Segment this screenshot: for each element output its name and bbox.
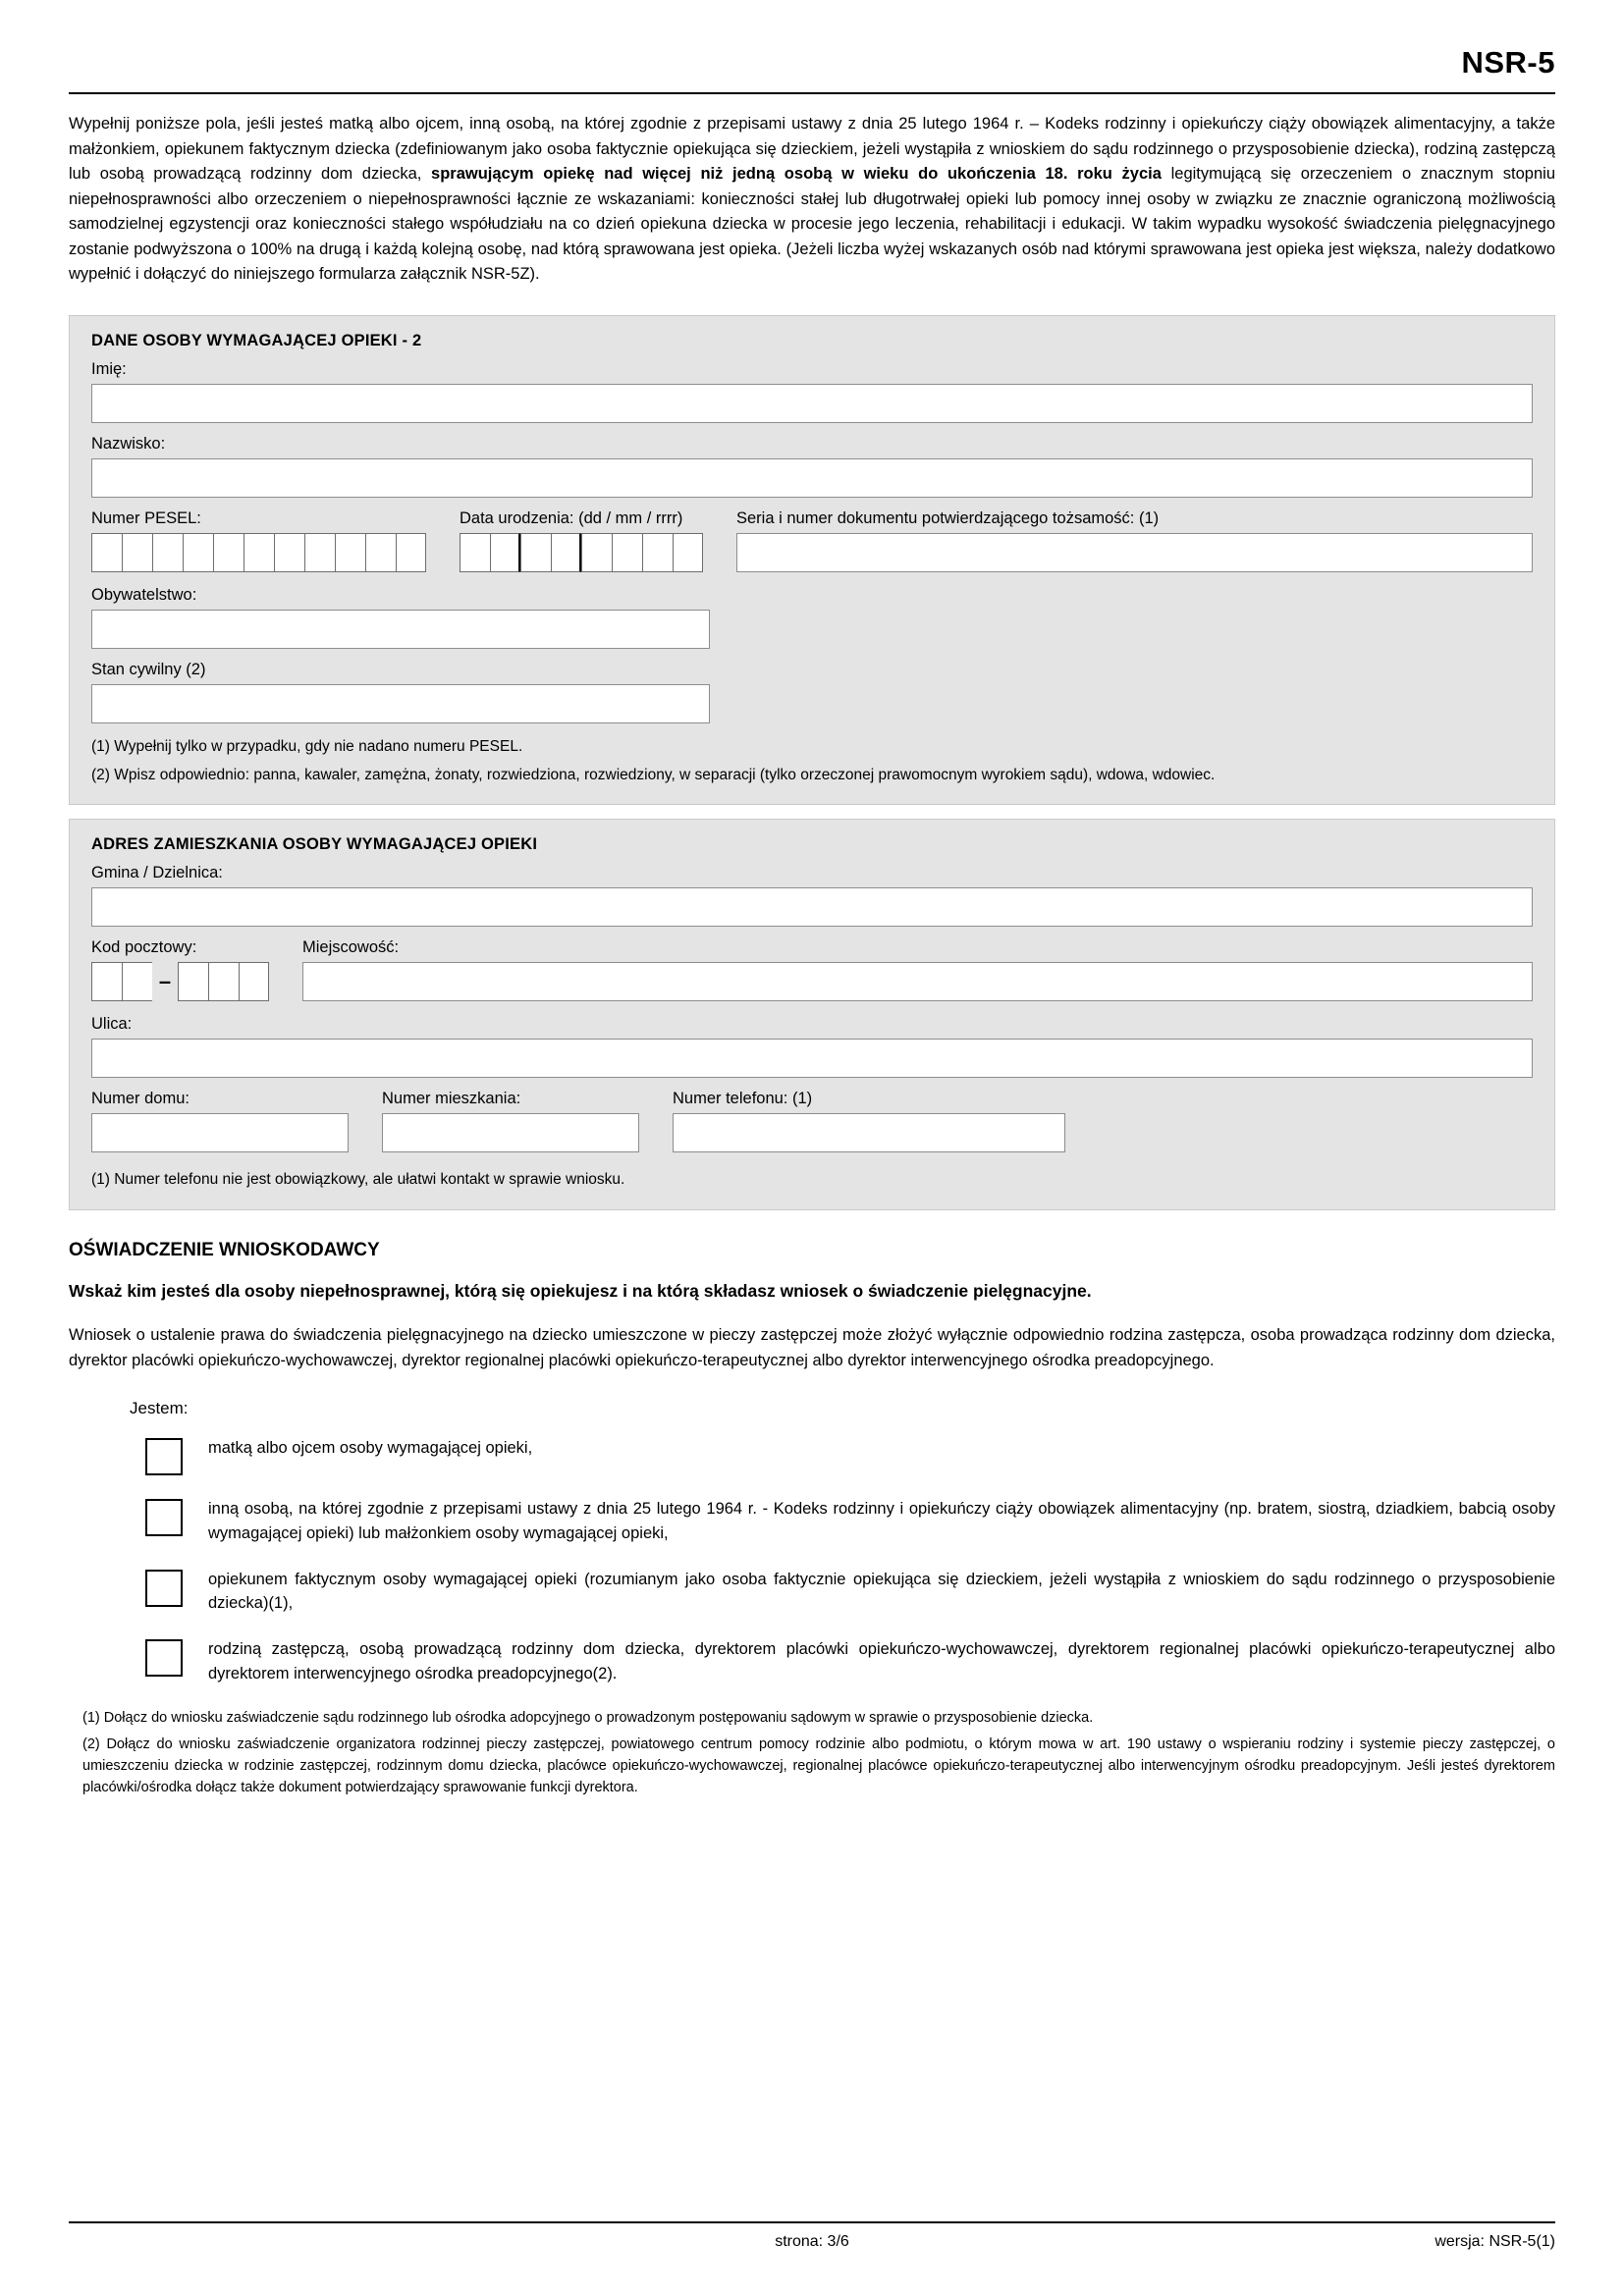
form-code: NSR-5 <box>1461 45 1555 80</box>
label-stan-cywilny: Stan cywilny (2) <box>91 660 206 678</box>
header-divider <box>69 92 1555 94</box>
option-label-4: rodziną zastępczą, osobą prowadzącą rodzinny dom dziecka, dyrektorem placówki opiekuńczo-wychowawczej, dyrektorem regionalnej placówki opiekuńczo-terapeutycznej albo dyrektorem interwencyjnego ośrodka preadopcyjnego(2). <box>208 1640 1555 1682</box>
postcode-box[interactable] <box>178 962 208 1001</box>
label-obywatelstwo: Obywatelstwo: <box>91 585 197 604</box>
footer-left-spacer <box>69 2233 265 2251</box>
intro-bold: sprawującym opiekę nad więcej niż jedną osobą w wieku do ukończenia 18. roku życia <box>431 165 1162 184</box>
option-row-3[interactable] <box>145 1568 1555 1617</box>
label-numer-telefonu: Numer telefonu: (1) <box>673 1090 813 1108</box>
phone-number-group <box>673 1090 1065 1152</box>
input-postcode-boxes[interactable] <box>91 962 269 1001</box>
label-numer-mieszkania: Numer mieszkania: <box>382 1090 521 1108</box>
birthdate-group <box>460 509 703 572</box>
document-group <box>736 509 1533 572</box>
option-row-2[interactable] <box>145 1497 1555 1546</box>
footnote-2: (2) Dołącz do wniosku zaświadczenie organizatora rodzinnej pieczy zastępczej, powiatowego centrum pomocy rodzinie albo podmiotu, o którym mowa w art. 190 ustawy o wspieraniu rodziny i systemie pieczy zastępczej, o umieszczeniu dziecka w rodzinie zastępczej, rodzinnym domu dziecka, placówce opiekuńczo-wychowawczej, regionalnej placówce opiekuńczo-terapeutycznej albo interwencyjnym ośrodku preadopcyjnym. Jeśli jesteś dyrektorem placówki/ośrodka dołącz także dokument potwierdzający sprawowanie funkcji dyrektora. <box>82 1736 1555 1795</box>
input-numer-domu[interactable] <box>91 1113 349 1152</box>
house-number-group <box>91 1090 349 1152</box>
input-numer-mieszkania[interactable] <box>382 1113 639 1152</box>
page-footer <box>69 2221 1555 2251</box>
checkbox-option-1[interactable] <box>145 1438 183 1475</box>
footer-page-number: strona: 3/6 <box>775 2233 849 2250</box>
birthdate-box-dd[interactable] <box>490 533 520 572</box>
pesel-box[interactable] <box>213 533 244 572</box>
input-dokument[interactable] <box>736 533 1533 572</box>
person-note-2: (2) Wpisz odpowiednio: panna, kawaler, zamężna, żonaty, rozwiedziona, rozwiedziony, w separacji (tylko orzeczonej prawomocnym wyrokiem sądu), wdowa, wdowiec. <box>91 767 1216 784</box>
option-row-1[interactable] <box>145 1436 1555 1475</box>
birthdate-box-yyyy[interactable] <box>673 533 703 572</box>
option-row-4[interactable] <box>145 1637 1555 1686</box>
declaration-lead: Wskaż kim jesteś dla osoby niepełnosprawnej, którą się opiekujesz i na którą składasz wniosek o świadczenie pielęgnacyjne. <box>69 1280 1092 1301</box>
footnote-1: (1) Dołącz do wniosku zaświadczenie sądu rodzinnego lub ośrodka adopcyjnego o prowadzonym postępowaniu sądowym w sprawie o przysposobienie dziecka. <box>82 1709 1094 1726</box>
declaration-footnotes <box>82 1708 1555 1799</box>
input-birthdate-boxes[interactable] <box>460 533 703 572</box>
postcode-group <box>91 938 269 1001</box>
postcode-dash: – <box>158 969 172 994</box>
label-pesel: Numer PESEL: <box>91 508 201 527</box>
input-stan-cywilny[interactable] <box>91 684 710 723</box>
input-gmina[interactable] <box>91 887 1533 927</box>
input-miejscowosc[interactable] <box>302 962 1533 1001</box>
footer-version: wersja: NSR-5(1) <box>1435 2233 1555 2250</box>
pesel-box[interactable] <box>335 533 365 572</box>
footer-divider <box>69 2221 1555 2223</box>
person-note-1: (1) Wypełnij tylko w przypadku, gdy nie nadano numeru PESEL. <box>91 737 523 755</box>
checkbox-option-3[interactable] <box>145 1570 183 1607</box>
birthdate-box-yyyy[interactable] <box>612 533 642 572</box>
label-ulica: Ulica: <box>91 1015 133 1034</box>
input-numer-telefonu[interactable] <box>673 1113 1065 1152</box>
pesel-group <box>91 509 426 572</box>
option-label-1: matką albo ojcem osoby wymagającej opieki, <box>208 1439 533 1458</box>
jestem-label: Jestem: <box>130 1399 189 1418</box>
label-dokument: Seria i numer dokumentu potwierdzającego tożsamość: (1) <box>736 508 1160 527</box>
postcode-box[interactable] <box>122 962 152 1001</box>
pesel-box[interactable] <box>304 533 335 572</box>
address-note-1: (1) Numer telefonu nie jest obowiązkowy, ale ułatwi kontakt w sprawie wniosku. <box>91 1171 625 1189</box>
intro-text-2: legitymującą się orzeczeniem o znacznym stopniu niepełnosprawności albo orzeczeniem o niepełnosprawności łącznie ze wskazaniami: konieczności stałej lub długotrwałej opieki lub pomocy innej osoby w związku ze znacznie ograniczoną możliwością samodzielnej egzystencji oraz konieczności stałego współudziału na co dzień opiekuna dziecka w procesie jego leczenia, rehabilitacji i edukacji. W takim wypadku wysokość świadczenia pielęgnacyjnego zostanie podwyższona o 100% na drugą i każdą kolejną osobę, nad którą sprawowana jest opieka. (Jeżeli liczba wyżej wskazanych osób nad którymi sprawowana jest opieka jest większa, należy dodatkowo wypełnić i dołączyć do niniejszego formularza załącznik NSR-5Z). <box>69 165 1555 284</box>
birthdate-box-yyyy[interactable] <box>581 533 612 572</box>
label-imie: Imię: <box>91 359 127 378</box>
pesel-box[interactable] <box>396 533 426 572</box>
input-obywatelstwo[interactable] <box>91 610 710 649</box>
birthdate-box-yyyy[interactable] <box>642 533 673 572</box>
option-label-2: inną osobą, na której zgodnie z przepisami ustawy z dnia 25 lutego 1964 r. - Kodeks rodzinny i opiekuńczy ciąży obowiązek alimentacyjny (np. bratem, siostrą, dziadkiem, babcią osoby wymagającej opieki) lub małżonkiem osoby wymagającej opieki, <box>208 1500 1555 1542</box>
birthdate-box-mm[interactable] <box>520 533 551 572</box>
input-pesel-boxes[interactable] <box>91 533 426 572</box>
intro-paragraph <box>69 112 1555 288</box>
section-address <box>69 819 1555 1209</box>
label-numer-domu: Numer domu: <box>91 1090 189 1108</box>
input-imie[interactable] <box>91 384 1533 423</box>
section-address-title: ADRES ZAMIESZKANIA OSOBY WYMAGAJĄCEJ OPIEKI <box>91 835 538 854</box>
label-miejscowosc: Miejscowość: <box>302 938 400 957</box>
input-ulica[interactable] <box>91 1039 1533 1078</box>
label-data-urodzenia: Data urodzenia: (dd / mm / rrrr) <box>460 508 683 527</box>
checkbox-option-2[interactable] <box>145 1499 183 1536</box>
checkbox-option-4[interactable] <box>145 1639 183 1677</box>
postcode-box[interactable] <box>91 962 122 1001</box>
pesel-box[interactable] <box>91 533 122 572</box>
input-nazwisko[interactable] <box>91 458 1533 498</box>
pesel-box[interactable] <box>122 533 152 572</box>
flat-number-group <box>382 1090 639 1152</box>
birthdate-box-dd[interactable] <box>460 533 490 572</box>
section-person-requiring-care <box>69 315 1555 806</box>
pesel-box[interactable] <box>274 533 304 572</box>
declaration-title: OŚWIADCZENIE WNIOSKODAWCY <box>69 1239 380 1260</box>
pesel-box[interactable] <box>365 533 396 572</box>
birthdate-box-mm[interactable] <box>551 533 581 572</box>
declaration-body: Wniosek o ustalenie prawa do świadczenia pielęgnacyjnego na dziecko umieszczone w pieczy zastępczej może złożyć wyłącznie odpowiednio rodzina zastępcza, osoba prowadząca rodzinny dom dziecka, dyrektor placówki opiekuńczo-wychowawczej, dyrektor regionalnej placówki opiekuńczo-terapeutycznej albo dyrektor interwencyjnego ośrodka preadopcyjnego. <box>69 1326 1555 1369</box>
label-kod-pocztowy: Kod pocztowy: <box>91 938 197 957</box>
pesel-box[interactable] <box>183 533 213 572</box>
intro-text-1: Wypełnij poniższe pola, jeśli jesteś matką albo ojcem, inną osobą, na której zgodnie z przepisami ustawy z dnia 25 lutego 1964 r. – Kodeks rodzinny i opiekuńczy ciąży obowiązek alimentacyjny, a także małżonkiem, opiekunem faktycznym dziecka (zdefiniowanym jako osoba faktycznie opiekująca się dzieckiem, jeżeli wystąpiła z wnioskiem do sądu rodzinnego o przysposobienie dziecka), rodziną zastępczą lub osobą prowadzącą rodzinny dom dziecka, <box>69 115 1555 184</box>
option-label-3: opiekunem faktycznym osoby wymagającej opieki (rozumianym jako osoba faktycznie opiekująca się dzieckiem, jeżeli wystąpiła z wnioskiem do sądu rodzinnego o przysposobienie dziecka)(1), <box>208 1570 1555 1613</box>
postcode-box[interactable] <box>208 962 239 1001</box>
pesel-box[interactable] <box>152 533 183 572</box>
label-gmina: Gmina / Dzielnica: <box>91 864 223 882</box>
label-nazwisko: Nazwisko: <box>91 434 166 453</box>
city-group <box>302 938 1533 1001</box>
pesel-box[interactable] <box>244 533 274 572</box>
postcode-box[interactable] <box>239 962 269 1001</box>
section-person-title: DANE OSOBY WYMAGAJĄCEJ OPIEKI - 2 <box>91 331 422 349</box>
